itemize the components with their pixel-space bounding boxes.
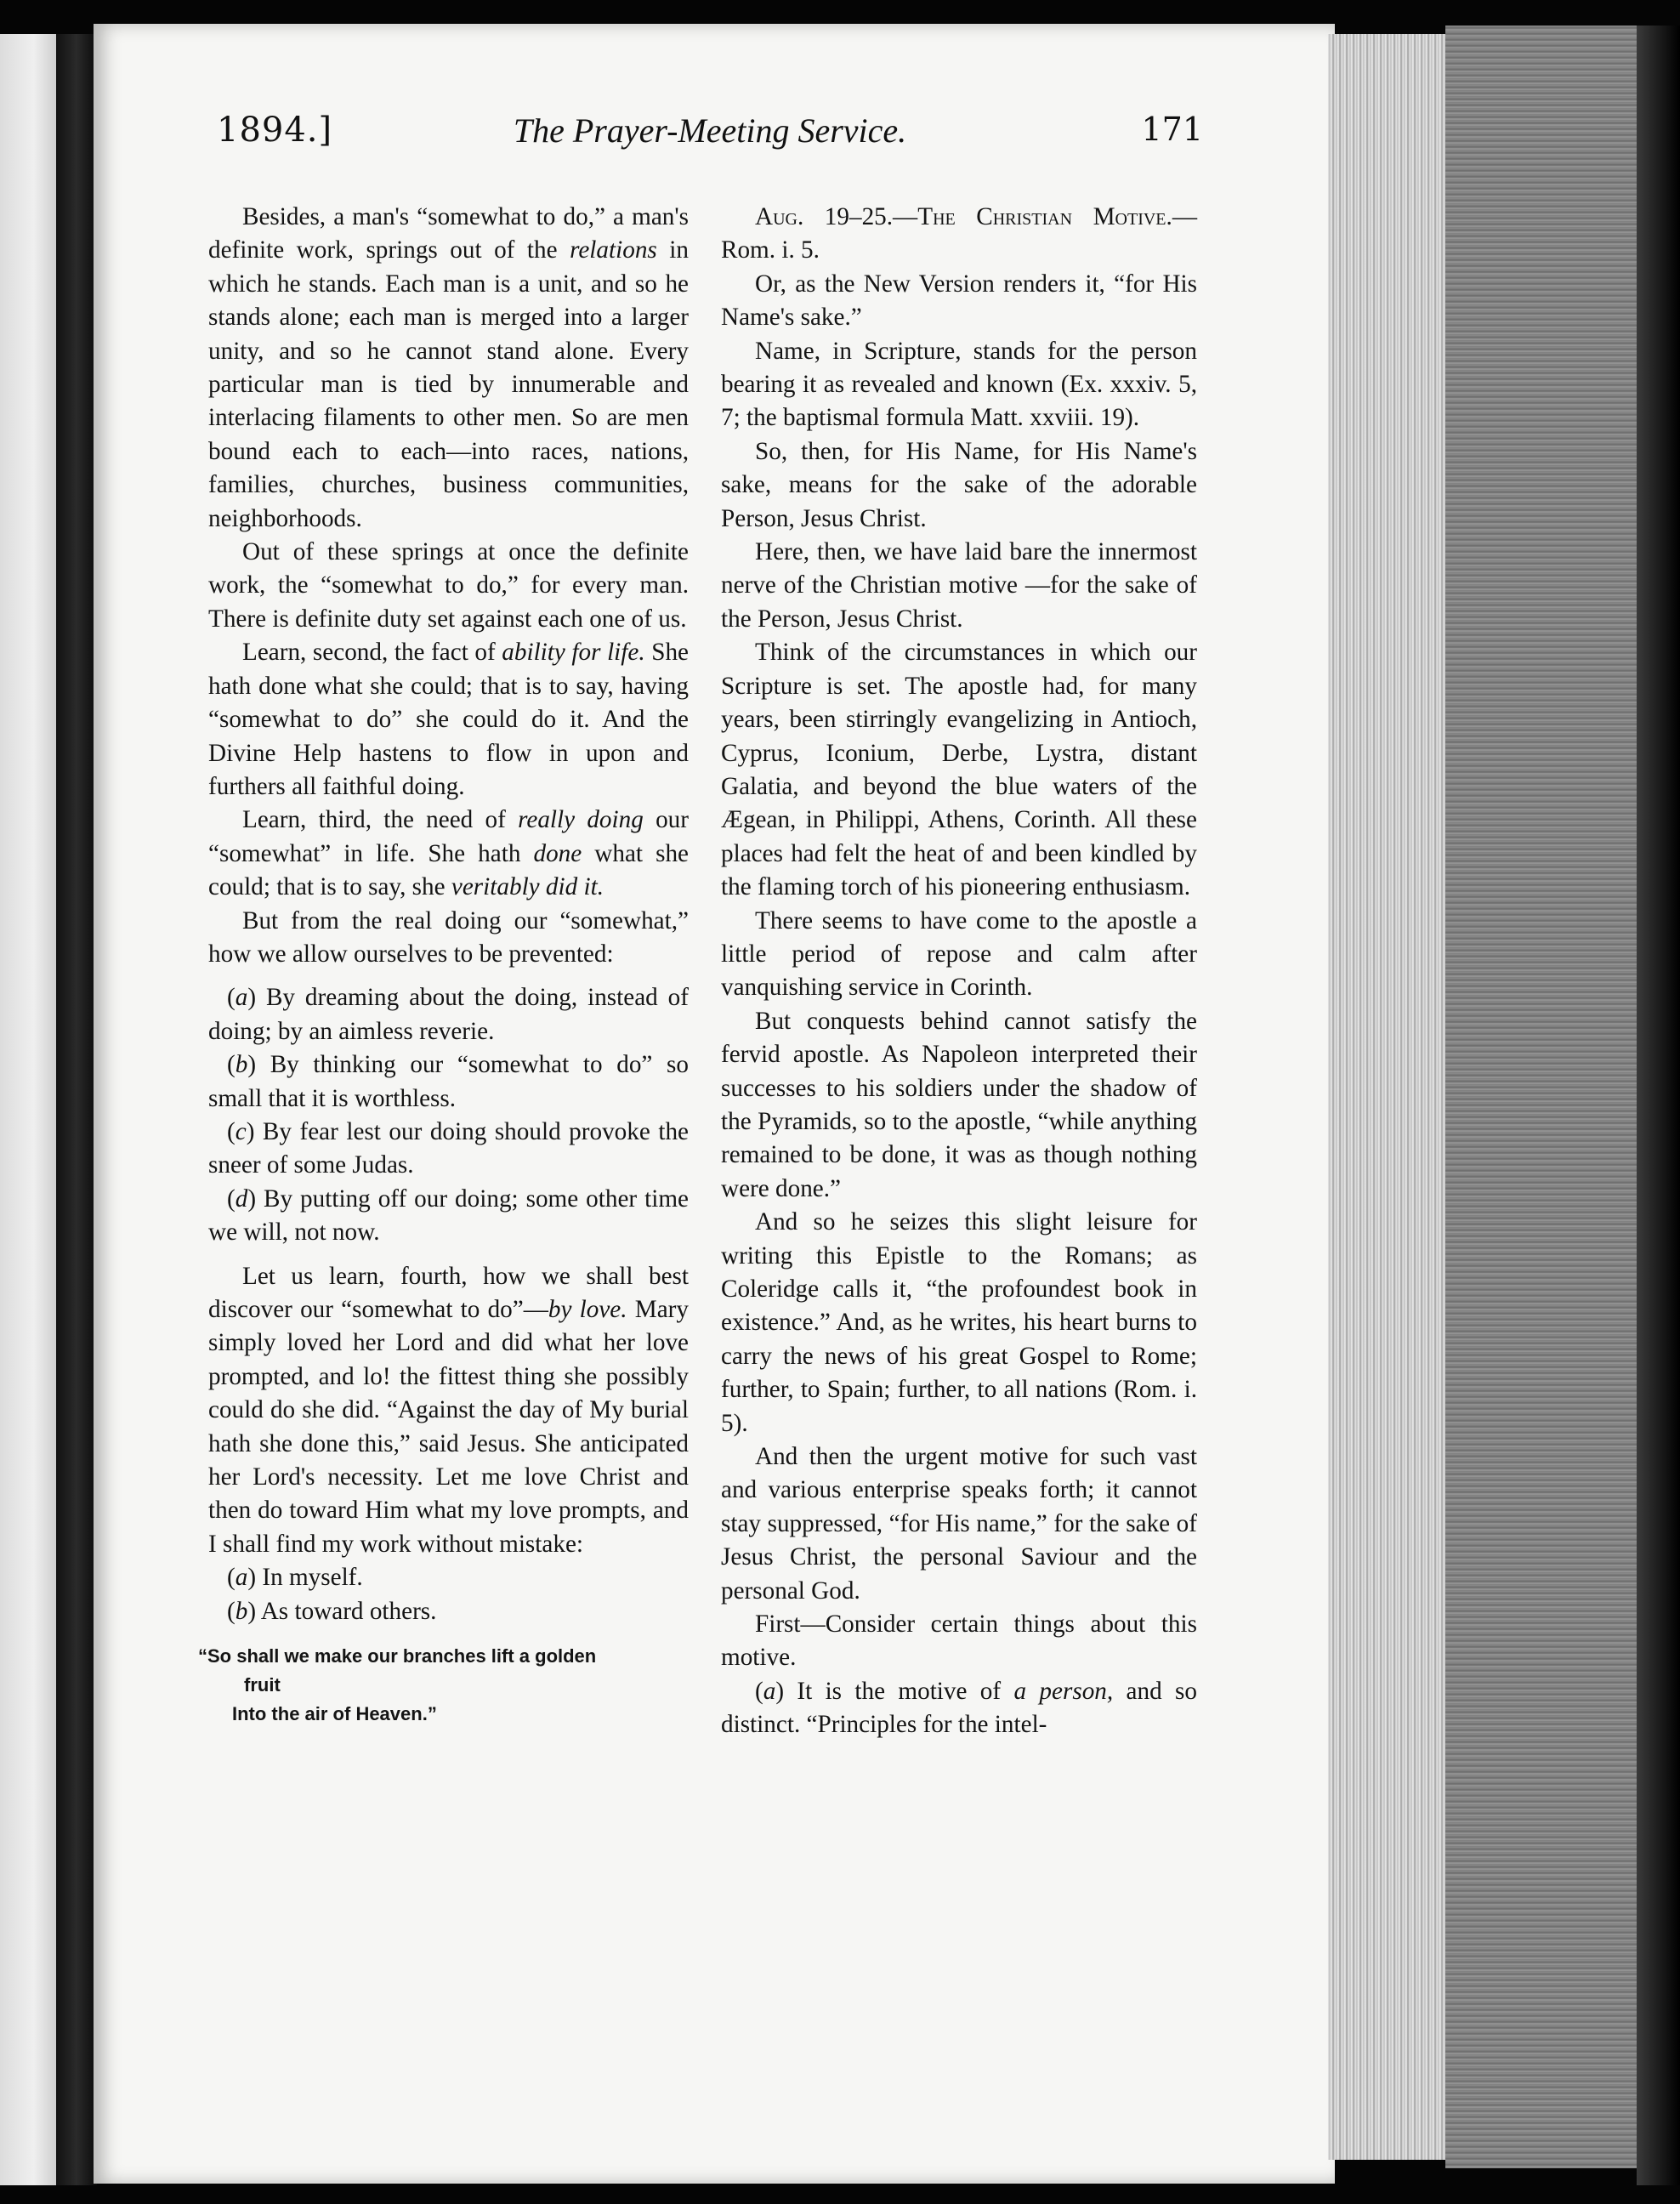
right-column-paragraph	[721, 1206, 1197, 1440]
left-column-paragraph	[208, 905, 689, 972]
text-run: our “somewhat” in life. She hath	[208, 806, 689, 867]
header-year: 1894.]	[217, 111, 333, 150]
right-column-paragraph	[721, 1440, 1197, 1608]
left-column-paragraph	[208, 636, 689, 804]
text-run: ) By dreaming about the doing, instead of doing; by an aimless reverie.	[208, 984, 689, 1045]
text-run: ) In myself.	[247, 1564, 363, 1592]
text-run: ) It is the motive of	[775, 1677, 1014, 1705]
text-run: But conquests behind cannot satisfy the fervid apostle. As Napoleon interpreted their successes to his soldiers under the shadow of the Pyramids, so to the apostle, “while anything remained to be done, it was as though nothing were done.”	[721, 1007, 1197, 1202]
text-run: “So shall we make our branches lift a golden	[198, 1645, 597, 1667]
text-run: by love.	[548, 1296, 627, 1323]
previous-page-edge	[0, 34, 56, 2185]
text-run: But from the real doing our “somewhat,” how we allow ourselves to be prevented:	[208, 906, 689, 968]
text-run: ) As toward others.	[247, 1597, 437, 1625]
left-column-paragraph	[208, 1048, 689, 1116]
text-run: She hath done what she could; that is to say, having “somewhat to do” she could do it. And the Divine Help hastens to flow in upon and furthers all faithful doing.	[208, 639, 690, 800]
right-column	[721, 201, 1197, 1742]
text-run: relations	[570, 236, 657, 264]
left-column-paragraph	[198, 1642, 689, 1671]
left-column-paragraph	[208, 1183, 689, 1250]
right-column-paragraph	[721, 335, 1197, 435]
left-column	[198, 201, 690, 1729]
text-run: Think of the circumstances in which our Scripture is set. The apostle had, for many years, been stirringly evangelizing in Antioch, Cyprus, Iconium, Derbe, Lystra, distant Galatia, and beyond the blue waters of the Ægean, in Philippi, Athens, Corinth. All these places had felt the heat of and been kindled by the flaming torch of his pioneering enthusiasm.	[721, 639, 1197, 901]
text-run: (	[227, 1051, 236, 1079]
right-column-paragraph	[721, 1005, 1197, 1206]
text-run: (	[227, 1117, 236, 1145]
text-run: (	[227, 984, 236, 1012]
text-run: Learn, second, the fact of	[242, 639, 502, 667]
book-block-side	[1445, 26, 1641, 2168]
left-column-paragraph	[208, 536, 689, 636]
left-column-paragraph	[208, 1116, 689, 1183]
text-run: Out of these springs at once the definite work, the “somewhat to do,” for every man. There is definite duty set against each one of us.	[208, 538, 689, 633]
left-column-paragraph	[208, 1561, 689, 1594]
text-run: ) By thinking our “somewhat to do” so small that it is worthless.	[208, 1051, 689, 1112]
text-run: veritably did it.	[451, 873, 604, 901]
left-column-paragraph	[208, 1595, 689, 1628]
left-column-paragraph	[208, 1260, 689, 1562]
text-run: Aug. 19–25.—The Christian Motive.	[755, 203, 1172, 230]
text-run: So, then, for His Name, for His Name's sake, means for the sake of the adorable Person, Jesus Christ.	[721, 437, 1197, 532]
text-run: Name, in Scripture, stands for the person bearing it as revealed and known (Ex. xxxiv. 5, 7; the baptismal formula Matt. xxviii. 19).	[721, 337, 1197, 432]
text-run: (	[227, 1564, 236, 1592]
right-column-paragraph	[721, 435, 1197, 536]
text-run: d	[235, 1184, 248, 1213]
right-column-paragraph	[721, 1675, 1197, 1742]
text-run: Here, then, we have laid bare the innermost nerve of the Christian motive —for the sake of the Person, Jesus Christ.	[721, 538, 1197, 633]
text-run: And then the urgent motive for such vast and various enterprise speaks forth; it cannot stay suppressed, “for His name,” for the sake of Jesus Christ, the personal Saviour and the personal God.	[721, 1443, 1197, 1605]
text-run: b	[235, 1597, 248, 1625]
text-run: c	[235, 1117, 247, 1145]
text-run: a	[235, 1564, 248, 1592]
left-column-paragraph	[208, 201, 689, 536]
left-column-paragraph	[232, 1700, 689, 1729]
left-column-paragraph	[244, 1671, 689, 1700]
text-run: b	[235, 1051, 248, 1079]
text-run: And so he seizes this slight leisure for writing this Epistle to the Romans; as Coleridge calls it, “the profoundest book in existence.” And, as he writes, his heart burns to carry the news of his great Gospel to Rome; further, to Spain; further, to all nations (Rom. i. 5).	[721, 1208, 1197, 1437]
right-column-paragraph	[721, 536, 1197, 636]
text-run: what she could; that is to say, she	[208, 839, 689, 901]
right-column-paragraph	[721, 1608, 1197, 1675]
text-run: —Rom. i. 5.	[721, 203, 1197, 264]
text-run: in which he stands. Each man is a unit, and so he stands alone; each man is merged into a larger unity, and so he cannot stand alone. Every particular man is tied by innumerable and interlacing filaments to other men. So are men bound each to each—into races, nations, families, churches, business communities, neighborhoods.	[208, 236, 689, 532]
text-run: Learn, third, the need of	[242, 806, 519, 834]
text-run: and so distinct. “Principles for the intel-	[721, 1677, 1197, 1739]
right-column-paragraph	[721, 268, 1197, 335]
right-column-paragraph	[721, 905, 1197, 1005]
right-column-paragraph	[721, 636, 1197, 904]
right-column-paragraph	[721, 201, 1197, 268]
text-run: Into the air of Heaven.”	[232, 1703, 437, 1725]
text-run: ) By fear lest our doing should provoke the sneer of some Judas.	[208, 1117, 689, 1179]
left-column-paragraph	[208, 981, 689, 1048]
running-header	[217, 100, 1203, 168]
text-run: fruit	[244, 1674, 281, 1696]
text-run: Or, as the New Version renders it, “for His Name's sake.”	[721, 270, 1197, 332]
text-run: First—Consider certain things about this motive.	[721, 1610, 1197, 1672]
text-run: done	[533, 839, 582, 867]
text-run: Besides, a man's “somewhat to do,” a man's definite work, springs out of the	[208, 203, 689, 264]
text-run: There seems to have come to the apostle a little period of repose and calm after vanquishing service in Corinth.	[721, 906, 1197, 1002]
text-run: a	[763, 1677, 776, 1705]
header-title: The Prayer-Meeting Service.	[513, 111, 907, 150]
left-column-paragraph	[208, 804, 689, 904]
text-run: a person,	[1013, 1677, 1114, 1705]
book-gutter	[56, 34, 97, 2185]
text-run: (	[755, 1677, 763, 1705]
book-block-shadow	[1637, 26, 1680, 2185]
text-run: (	[227, 1597, 236, 1625]
text-run: really doing	[518, 806, 644, 834]
text-run: a	[235, 984, 248, 1012]
text-run: Let us learn, fourth, how we shall best discover our “somewhat to do”—	[208, 1262, 689, 1323]
text-run: ) By putting off our doing; some other time we will, not now.	[208, 1184, 689, 1247]
page-edges	[1328, 34, 1447, 2160]
text-run: (	[227, 1184, 236, 1213]
text-run: ability for life.	[502, 639, 645, 667]
text-run: Mary simply loved her Lord and did what her love prompted, and lo! the fittest thing she possibly could do she did. “Against the day of My burial hath she done this,” said Jesus. She anticipated her Lord's necessity. Let me love Christ and then do toward Him what my love prompts, and I shall find my work without mistake:	[208, 1296, 689, 1558]
page-number: 171	[1141, 111, 1203, 148]
